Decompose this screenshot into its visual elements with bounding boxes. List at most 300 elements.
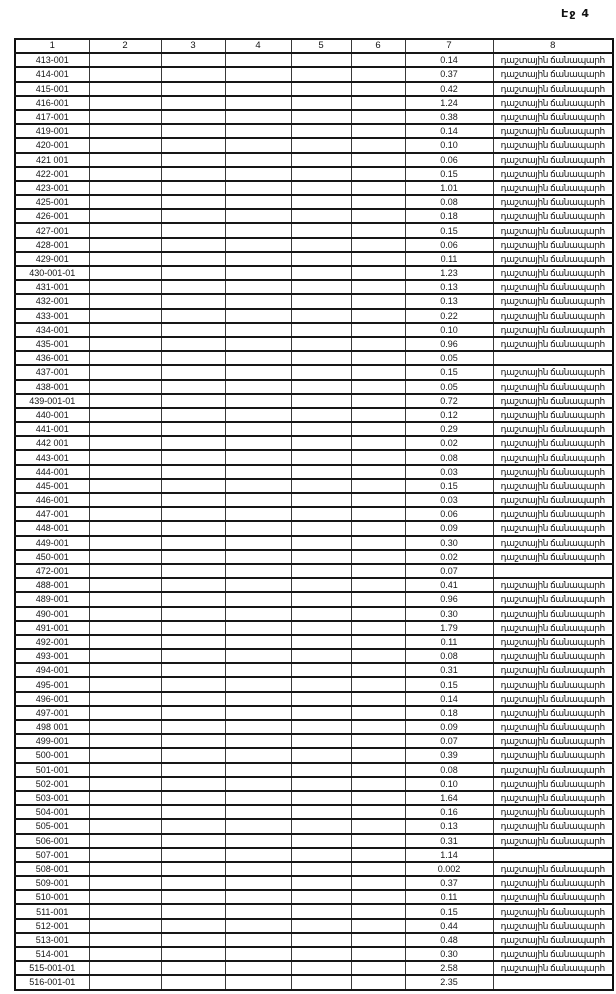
cell-col6 bbox=[351, 677, 405, 691]
cell-col4 bbox=[225, 167, 291, 181]
cell-id: 437-001 bbox=[15, 365, 89, 379]
cell-col6 bbox=[351, 649, 405, 663]
cell-col2 bbox=[89, 734, 161, 748]
cell-value: 0.18 bbox=[405, 209, 493, 223]
cell-road-type: դաշտային ճանապարհ bbox=[493, 819, 613, 833]
table-row bbox=[15, 748, 613, 762]
header-col-5: 5 bbox=[291, 39, 351, 53]
cell-road-type: դաշտային ճանապարհ bbox=[493, 209, 613, 223]
cell-road-type: դաշտային ճանապարհ bbox=[493, 734, 613, 748]
cell-id: 420-001 bbox=[15, 138, 89, 152]
table-row bbox=[15, 805, 613, 819]
cell-value: 0.30 bbox=[405, 607, 493, 621]
table-row bbox=[15, 167, 613, 181]
table-row bbox=[15, 507, 613, 521]
header-col-4: 4 bbox=[225, 39, 291, 53]
cell-road-type: դաշտային ճանապարհ bbox=[493, 394, 613, 408]
cell-col3 bbox=[161, 607, 225, 621]
cell-col4 bbox=[225, 834, 291, 848]
cell-col3 bbox=[161, 720, 225, 734]
cell-id: 513-001 bbox=[15, 933, 89, 947]
cell-road-type: դաշտային ճանապարհ bbox=[493, 876, 613, 890]
cell-col5 bbox=[291, 238, 351, 252]
cell-id: 492-001 bbox=[15, 635, 89, 649]
cell-col4 bbox=[225, 493, 291, 507]
cell-road-type: դաշտային ճանապարհ bbox=[493, 422, 613, 436]
cell-col2 bbox=[89, 252, 161, 266]
cell-value: 0.37 bbox=[405, 67, 493, 81]
cell-id: 448-001 bbox=[15, 521, 89, 535]
cell-col6 bbox=[351, 706, 405, 720]
cell-col2 bbox=[89, 323, 161, 337]
cell-col4 bbox=[225, 876, 291, 890]
data-table bbox=[14, 38, 614, 991]
cell-col4 bbox=[225, 706, 291, 720]
table-row bbox=[15, 763, 613, 777]
cell-col4 bbox=[225, 294, 291, 308]
cell-col5 bbox=[291, 904, 351, 918]
cell-value: 1.23 bbox=[405, 266, 493, 280]
cell-value: 0.13 bbox=[405, 819, 493, 833]
cell-col5 bbox=[291, 791, 351, 805]
cell-road-type: դաշտային ճանապարհ bbox=[493, 252, 613, 266]
cell-col6 bbox=[351, 635, 405, 649]
cell-col6 bbox=[351, 323, 405, 337]
cell-col5 bbox=[291, 720, 351, 734]
table-row bbox=[15, 961, 613, 975]
cell-id: 414-001 bbox=[15, 67, 89, 81]
cell-road-type: դաշտային ճանապարհ bbox=[493, 791, 613, 805]
cell-col3 bbox=[161, 209, 225, 223]
cell-id: 441-001 bbox=[15, 422, 89, 436]
cell-col2 bbox=[89, 82, 161, 96]
cell-road-type: դաշտային ճանապարհ bbox=[493, 96, 613, 110]
table-row bbox=[15, 564, 613, 578]
cell-col3 bbox=[161, 53, 225, 67]
cell-col5 bbox=[291, 167, 351, 181]
table-row bbox=[15, 124, 613, 138]
cell-road-type: դաշտային ճանապարհ bbox=[493, 153, 613, 167]
table-row bbox=[15, 153, 613, 167]
cell-col6 bbox=[351, 394, 405, 408]
cell-col6 bbox=[351, 734, 405, 748]
cell-col6 bbox=[351, 578, 405, 592]
cell-col2 bbox=[89, 919, 161, 933]
cell-col6 bbox=[351, 82, 405, 96]
cell-col4 bbox=[225, 280, 291, 294]
cell-id: 489-001 bbox=[15, 592, 89, 606]
cell-col3 bbox=[161, 422, 225, 436]
cell-id: 516-001-01 bbox=[15, 975, 89, 989]
cell-col2 bbox=[89, 110, 161, 124]
table-row bbox=[15, 677, 613, 691]
cell-col6 bbox=[351, 805, 405, 819]
cell-col3 bbox=[161, 238, 225, 252]
cell-value: 0.13 bbox=[405, 294, 493, 308]
cell-col6 bbox=[351, 67, 405, 81]
cell-id: 490-001 bbox=[15, 607, 89, 621]
cell-col3 bbox=[161, 578, 225, 592]
cell-value: 0.10 bbox=[405, 323, 493, 337]
table-row bbox=[15, 465, 613, 479]
cell-col6 bbox=[351, 96, 405, 110]
cell-id: 446-001 bbox=[15, 493, 89, 507]
cell-col5 bbox=[291, 706, 351, 720]
cell-value: 1.24 bbox=[405, 96, 493, 110]
cell-col4 bbox=[225, 550, 291, 564]
cell-value: 1.64 bbox=[405, 791, 493, 805]
cell-road-type: դաշտային ճանապարհ bbox=[493, 53, 613, 67]
cell-col3 bbox=[161, 138, 225, 152]
cell-col5 bbox=[291, 223, 351, 237]
cell-id: 416-001 bbox=[15, 96, 89, 110]
cell-col3 bbox=[161, 110, 225, 124]
cell-col4 bbox=[225, 692, 291, 706]
table-row bbox=[15, 380, 613, 394]
cell-road-type: դաշտային ճանապարհ bbox=[493, 110, 613, 124]
cell-col3 bbox=[161, 677, 225, 691]
cell-col3 bbox=[161, 266, 225, 280]
cell-col2 bbox=[89, 167, 161, 181]
cell-col6 bbox=[351, 436, 405, 450]
table-row bbox=[15, 422, 613, 436]
cell-id: 417-001 bbox=[15, 110, 89, 124]
cell-col5 bbox=[291, 195, 351, 209]
cell-col5 bbox=[291, 876, 351, 890]
cell-col4 bbox=[225, 465, 291, 479]
cell-col6 bbox=[351, 834, 405, 848]
cell-col6 bbox=[351, 663, 405, 677]
cell-road-type: դաշտային ճանապարհ bbox=[493, 82, 613, 96]
cell-road-type: դաշտային ճանապարհ bbox=[493, 67, 613, 81]
cell-col3 bbox=[161, 82, 225, 96]
cell-col5 bbox=[291, 975, 351, 989]
cell-value: 0.22 bbox=[405, 309, 493, 323]
table-row bbox=[15, 904, 613, 918]
cell-id: 506-001 bbox=[15, 834, 89, 848]
cell-value: 0.13 bbox=[405, 280, 493, 294]
table-row bbox=[15, 280, 613, 294]
table-row bbox=[15, 181, 613, 195]
cell-col2 bbox=[89, 834, 161, 848]
cell-col5 bbox=[291, 96, 351, 110]
cell-col5 bbox=[291, 450, 351, 464]
table-row bbox=[15, 323, 613, 337]
cell-col6 bbox=[351, 819, 405, 833]
cell-col3 bbox=[161, 649, 225, 663]
cell-col4 bbox=[225, 181, 291, 195]
cell-id: 444-001 bbox=[15, 465, 89, 479]
cell-col4 bbox=[225, 138, 291, 152]
cell-col2 bbox=[89, 592, 161, 606]
cell-col3 bbox=[161, 195, 225, 209]
cell-road-type: դաշտային ճանապարհ bbox=[493, 380, 613, 394]
cell-col2 bbox=[89, 975, 161, 989]
cell-col4 bbox=[225, 365, 291, 379]
cell-col2 bbox=[89, 805, 161, 819]
cell-id: 504-001 bbox=[15, 805, 89, 819]
cell-col4 bbox=[225, 223, 291, 237]
cell-col4 bbox=[225, 777, 291, 791]
cell-col2 bbox=[89, 649, 161, 663]
cell-col4 bbox=[225, 82, 291, 96]
cell-col6 bbox=[351, 124, 405, 138]
cell-col5 bbox=[291, 124, 351, 138]
cell-col2 bbox=[89, 876, 161, 890]
cell-col3 bbox=[161, 351, 225, 365]
cell-col2 bbox=[89, 153, 161, 167]
cell-id: 500-001 bbox=[15, 748, 89, 762]
cell-value: 0.08 bbox=[405, 649, 493, 663]
cell-value: 0.07 bbox=[405, 564, 493, 578]
cell-col6 bbox=[351, 110, 405, 124]
cell-col2 bbox=[89, 904, 161, 918]
cell-value: 0.03 bbox=[405, 465, 493, 479]
cell-value: 0.09 bbox=[405, 521, 493, 535]
cell-col4 bbox=[225, 521, 291, 535]
cell-col2 bbox=[89, 408, 161, 422]
cell-id: 510-001 bbox=[15, 890, 89, 904]
cell-value: 1.79 bbox=[405, 621, 493, 635]
cell-col6 bbox=[351, 351, 405, 365]
cell-col3 bbox=[161, 621, 225, 635]
cell-col6 bbox=[351, 493, 405, 507]
cell-col3 bbox=[161, 309, 225, 323]
cell-col5 bbox=[291, 67, 351, 81]
cell-col4 bbox=[225, 536, 291, 550]
cell-col3 bbox=[161, 592, 225, 606]
cell-col6 bbox=[351, 280, 405, 294]
cell-col6 bbox=[351, 408, 405, 422]
cell-col4 bbox=[225, 890, 291, 904]
cell-col6 bbox=[351, 195, 405, 209]
cell-col4 bbox=[225, 947, 291, 961]
cell-col2 bbox=[89, 380, 161, 394]
cell-col2 bbox=[89, 521, 161, 535]
cell-col4 bbox=[225, 479, 291, 493]
cell-value: 1.01 bbox=[405, 181, 493, 195]
cell-col2 bbox=[89, 763, 161, 777]
cell-col5 bbox=[291, 848, 351, 862]
cell-road-type: դաշտային ճանապարհ bbox=[493, 181, 613, 195]
cell-col5 bbox=[291, 380, 351, 394]
cell-col6 bbox=[351, 975, 405, 989]
cell-col4 bbox=[225, 422, 291, 436]
cell-col3 bbox=[161, 975, 225, 989]
cell-col4 bbox=[225, 238, 291, 252]
cell-col3 bbox=[161, 408, 225, 422]
cell-road-type: դաշտային ճանապարհ bbox=[493, 961, 613, 975]
cell-col6 bbox=[351, 507, 405, 521]
table-row bbox=[15, 947, 613, 961]
cell-road-type: դաշտային ճանապարհ bbox=[493, 408, 613, 422]
cell-col2 bbox=[89, 53, 161, 67]
cell-value: 0.15 bbox=[405, 677, 493, 691]
cell-value: 0.05 bbox=[405, 380, 493, 394]
cell-col3 bbox=[161, 280, 225, 294]
cell-col2 bbox=[89, 663, 161, 677]
cell-col4 bbox=[225, 96, 291, 110]
cell-col3 bbox=[161, 436, 225, 450]
cell-col5 bbox=[291, 309, 351, 323]
cell-id: 515-001-01 bbox=[15, 961, 89, 975]
cell-col4 bbox=[225, 933, 291, 947]
cell-col5 bbox=[291, 890, 351, 904]
cell-id: 443-001 bbox=[15, 450, 89, 464]
cell-value: 0.39 bbox=[405, 748, 493, 762]
cell-col4 bbox=[225, 252, 291, 266]
cell-id: 432-001 bbox=[15, 294, 89, 308]
cell-value: 0.14 bbox=[405, 692, 493, 706]
cell-road-type: դաշտային ճանապարհ bbox=[493, 138, 613, 152]
cell-col3 bbox=[161, 153, 225, 167]
cell-col5 bbox=[291, 209, 351, 223]
cell-col2 bbox=[89, 479, 161, 493]
table-row bbox=[15, 536, 613, 550]
cell-col4 bbox=[225, 394, 291, 408]
cell-value: 0.16 bbox=[405, 805, 493, 819]
cell-col5 bbox=[291, 408, 351, 422]
table-row bbox=[15, 252, 613, 266]
cell-road-type: դաշտային ճանապարհ bbox=[493, 748, 613, 762]
table-row bbox=[15, 663, 613, 677]
cell-col6 bbox=[351, 763, 405, 777]
cell-col5 bbox=[291, 82, 351, 96]
cell-col2 bbox=[89, 422, 161, 436]
cell-id: 425-001 bbox=[15, 195, 89, 209]
cell-col3 bbox=[161, 947, 225, 961]
cell-col4 bbox=[225, 564, 291, 578]
cell-value: 0.14 bbox=[405, 124, 493, 138]
cell-col5 bbox=[291, 394, 351, 408]
cell-col2 bbox=[89, 578, 161, 592]
cell-id: 494-001 bbox=[15, 663, 89, 677]
table-row bbox=[15, 450, 613, 464]
cell-col6 bbox=[351, 748, 405, 762]
cell-value: 2.35 bbox=[405, 975, 493, 989]
cell-col5 bbox=[291, 919, 351, 933]
cell-col3 bbox=[161, 876, 225, 890]
cell-col4 bbox=[225, 592, 291, 606]
cell-value: 0.07 bbox=[405, 734, 493, 748]
cell-id: 426-001 bbox=[15, 209, 89, 223]
table-row bbox=[15, 635, 613, 649]
scanned-table-container bbox=[14, 38, 612, 991]
cell-id: 508-001 bbox=[15, 862, 89, 876]
cell-value: 0.31 bbox=[405, 834, 493, 848]
cell-col5 bbox=[291, 422, 351, 436]
cell-col6 bbox=[351, 848, 405, 862]
header-col-1: 1 bbox=[15, 39, 89, 53]
cell-col4 bbox=[225, 578, 291, 592]
table-header bbox=[15, 39, 613, 53]
cell-id: 449-001 bbox=[15, 536, 89, 550]
cell-col3 bbox=[161, 181, 225, 195]
cell-road-type: դաշտային ճանապարհ bbox=[493, 536, 613, 550]
cell-road-type: դաշտային ճանապարհ bbox=[493, 663, 613, 677]
cell-id: 440-001 bbox=[15, 408, 89, 422]
cell-col5 bbox=[291, 947, 351, 961]
cell-col5 bbox=[291, 649, 351, 663]
cell-value: 0.002 bbox=[405, 862, 493, 876]
cell-col4 bbox=[225, 961, 291, 975]
cell-road-type: դաշտային ճանապարհ bbox=[493, 266, 613, 280]
cell-id: 501-001 bbox=[15, 763, 89, 777]
cell-col6 bbox=[351, 720, 405, 734]
cell-col2 bbox=[89, 536, 161, 550]
cell-id: 445-001 bbox=[15, 479, 89, 493]
cell-col4 bbox=[225, 110, 291, 124]
cell-value: 0.11 bbox=[405, 635, 493, 649]
header-col-6: 6 bbox=[351, 39, 405, 53]
cell-col3 bbox=[161, 564, 225, 578]
cell-col3 bbox=[161, 252, 225, 266]
cell-id: 502-001 bbox=[15, 777, 89, 791]
cell-road-type: դաշտային ճանապարհ bbox=[493, 479, 613, 493]
table-row bbox=[15, 791, 613, 805]
cell-col5 bbox=[291, 436, 351, 450]
cell-col2 bbox=[89, 280, 161, 294]
cell-col5 bbox=[291, 933, 351, 947]
cell-col6 bbox=[351, 181, 405, 195]
cell-col4 bbox=[225, 862, 291, 876]
cell-col5 bbox=[291, 252, 351, 266]
table-row bbox=[15, 394, 613, 408]
cell-value: 1.14 bbox=[405, 848, 493, 862]
cell-col5 bbox=[291, 507, 351, 521]
cell-col4 bbox=[225, 677, 291, 691]
cell-col5 bbox=[291, 337, 351, 351]
cell-col4 bbox=[225, 450, 291, 464]
cell-col2 bbox=[89, 67, 161, 81]
cell-id: 447-001 bbox=[15, 507, 89, 521]
cell-road-type: դաշտային ճանապարհ bbox=[493, 635, 613, 649]
cell-col5 bbox=[291, 592, 351, 606]
cell-id: 499-001 bbox=[15, 734, 89, 748]
cell-col4 bbox=[225, 621, 291, 635]
cell-id: 413-001 bbox=[15, 53, 89, 67]
cell-col6 bbox=[351, 167, 405, 181]
cell-col3 bbox=[161, 834, 225, 848]
cell-col3 bbox=[161, 536, 225, 550]
cell-col5 bbox=[291, 961, 351, 975]
table-row bbox=[15, 734, 613, 748]
cell-col6 bbox=[351, 890, 405, 904]
cell-id: 472-001 bbox=[15, 564, 89, 578]
cell-col2 bbox=[89, 635, 161, 649]
cell-road-type: դաշտային ճանապարհ bbox=[493, 834, 613, 848]
cell-id: 495-001 bbox=[15, 677, 89, 691]
cell-col2 bbox=[89, 96, 161, 110]
cell-road-type: դաշտային ճանապարհ bbox=[493, 521, 613, 535]
cell-col4 bbox=[225, 734, 291, 748]
cell-col5 bbox=[291, 53, 351, 67]
cell-value: 0.10 bbox=[405, 138, 493, 152]
cell-id: 436-001 bbox=[15, 351, 89, 365]
cell-col2 bbox=[89, 465, 161, 479]
cell-col4 bbox=[225, 53, 291, 67]
cell-col3 bbox=[161, 167, 225, 181]
cell-col3 bbox=[161, 465, 225, 479]
cell-col2 bbox=[89, 195, 161, 209]
table-row bbox=[15, 777, 613, 791]
cell-col5 bbox=[291, 294, 351, 308]
cell-col6 bbox=[351, 607, 405, 621]
cell-col5 bbox=[291, 862, 351, 876]
table-row bbox=[15, 294, 613, 308]
table-row bbox=[15, 834, 613, 848]
cell-col6 bbox=[351, 961, 405, 975]
